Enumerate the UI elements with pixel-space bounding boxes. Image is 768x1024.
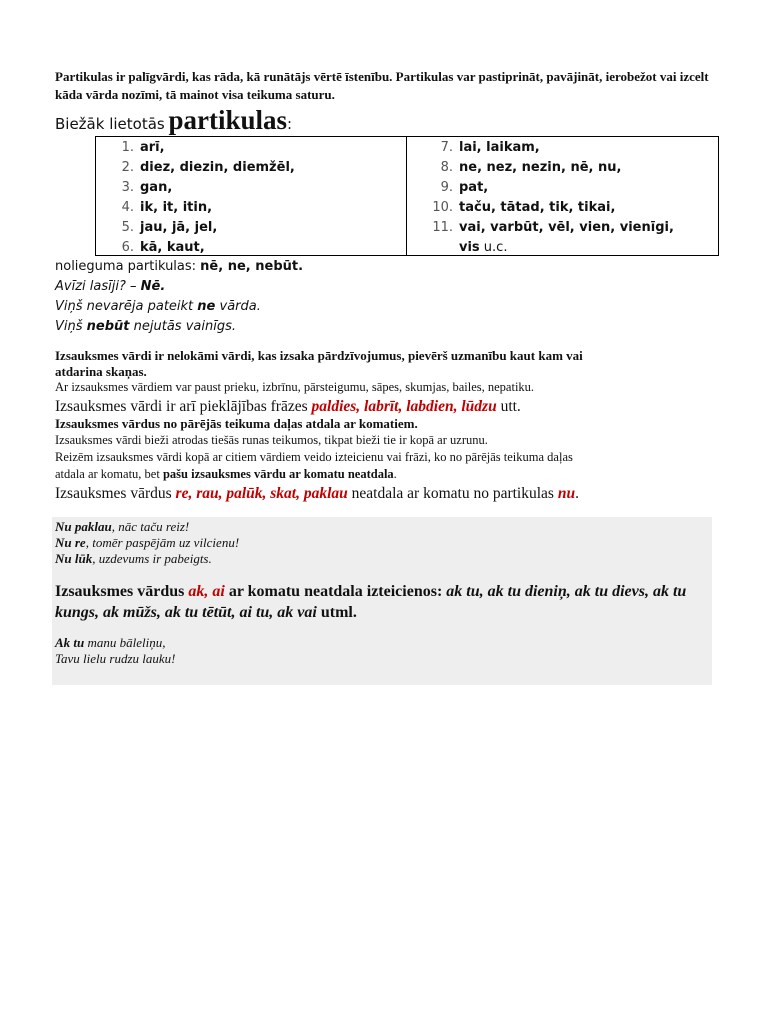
- particles-column-right: [407, 137, 718, 255]
- particle-words-text: pat,: [459, 180, 489, 195]
- text-run: ar komatu neatdala izteicienos:: [224, 583, 447, 600]
- section-title: [55, 105, 292, 136]
- example-text: , nāc taču reiz!: [111, 519, 190, 534]
- particle-number: 4.: [121, 200, 134, 215]
- particle-words: [459, 178, 488, 198]
- particle-number: 10.: [432, 200, 453, 215]
- particle-row: [96, 138, 406, 158]
- negation-example-2: [55, 299, 261, 314]
- particle-number: 9.: [440, 180, 453, 195]
- particles-column-left: [96, 137, 407, 255]
- particle-words-text: diez, diezin, diemžēl,: [140, 160, 295, 175]
- red-examples: paldies, labrīt, labdien, lūdzu: [311, 398, 497, 415]
- particle-words-text: taču, tātad, tik, tikai,: [459, 200, 616, 215]
- particle-number: 6.: [121, 240, 134, 255]
- example-text: Viņš: [55, 319, 87, 334]
- particle-words: [140, 138, 165, 158]
- ak-ai-rule: [55, 581, 705, 623]
- negation-example-1: [55, 279, 165, 294]
- particle-row: [407, 198, 718, 218]
- particle-row: [96, 198, 406, 218]
- particle-words: [459, 158, 621, 178]
- example-text: , uzdevums ir pabeigts.: [92, 551, 212, 566]
- particle-number: 1.: [121, 140, 134, 155]
- text-run: Izsauksmes vārdi ir arī pieklājības frāzes: [55, 398, 312, 415]
- negation-example-3: [55, 319, 236, 334]
- particle-row: [96, 238, 406, 258]
- verse-line-2: Tavu lielu rudzu lauku!: [55, 651, 176, 666]
- text-run: neatdala ar komatu no partikulas: [347, 485, 558, 502]
- particle-number: 2.: [121, 160, 134, 175]
- red-particle: nu: [557, 485, 576, 502]
- particle-words-text: gan,: [140, 180, 173, 195]
- red-examples: re, rau, palūk, skat, paklau: [175, 485, 348, 502]
- particle-words: [459, 198, 615, 218]
- particle-suffix: u.c.: [479, 240, 508, 255]
- text-run: .: [393, 467, 397, 481]
- particle-number: 7.: [440, 140, 453, 155]
- particle-words: [140, 158, 295, 178]
- particle-words: [459, 218, 674, 238]
- intro-paragraph: Partikulas ir palīgvārdi, kas rāda, kā runātājs vērtē īstenību. Partikulas var pastiprināt, pavājināt, ierobežot vai izcelt kāda vārda nozīmi, tā mainot visa teikuma saturu.: [55, 69, 709, 102]
- examples-box: [52, 517, 712, 685]
- particle-number: 5.: [121, 220, 134, 235]
- red-examples: ak, ai: [188, 583, 225, 600]
- particle-row: [407, 238, 718, 258]
- phrase-rule-line-1: Reizēm izsauksmes vārdi kopā ar citiem vārdiem veido izteicienu vai frāzi, ko no pārējās teikuma daļas: [55, 450, 573, 464]
- negation-label: nolieguma partikulas:: [55, 259, 201, 274]
- particle-words-text: vai, varbūt, vēl, vien, vienīgi,: [459, 220, 674, 235]
- particle-words: [459, 138, 540, 158]
- example-highlight: Nu paklau: [55, 519, 112, 534]
- example-highlight: Ak tu: [55, 635, 85, 650]
- italic-examples: ak tu, ak tu dieniņ, ak tu dievs, ak tu kungs, ak mūžs, ak tu tētūt, ai tu, ak vai: [55, 583, 687, 621]
- particle-words: [459, 238, 507, 258]
- particle-row: [407, 158, 718, 178]
- particle-words: [140, 238, 205, 258]
- bold-rule: pašu izsauksmes vārdu ar komatu neatdala: [162, 467, 394, 481]
- particle-row: [407, 178, 718, 198]
- particle-row: [96, 178, 406, 198]
- particle-words: [140, 198, 212, 218]
- particle-words: [140, 218, 217, 238]
- particle-words-text: vis: [459, 240, 480, 255]
- politeness-phrases-line: [55, 398, 521, 416]
- grey-example-3: [55, 551, 212, 567]
- text-run: atdala ar komatu, bet: [55, 467, 163, 481]
- direct-speech-line: Izsauksmes vārdi bieži atrodas tiešās runas teikumos, tikpat bieži tie ir kopā ar uzrunu.: [55, 433, 488, 447]
- particle-number: 11.: [432, 220, 453, 235]
- particles-table: [95, 136, 719, 256]
- particle-words-text: ik, it, itin,: [140, 200, 213, 215]
- example-text: vārda.: [215, 299, 261, 314]
- example-text: manu bāleliņu,: [84, 635, 166, 650]
- particle-number: 8.: [440, 160, 453, 175]
- particle-words: [140, 178, 172, 198]
- particle-words-text: jau, jā, jel,: [140, 220, 218, 235]
- interjection-def-line-1: Izsauksmes vārdi ir nelokāmi vārdi, kas izsaka pārdzīvojumus, pievērš uzmanību kaut kam vai: [55, 348, 583, 363]
- particle-row: [407, 218, 718, 238]
- interjection-def-line-2: atdarina skaņas.: [55, 364, 147, 379]
- particle-row: [407, 138, 718, 158]
- example-highlight: nebūt: [86, 319, 130, 334]
- title-word: partikulas: [168, 105, 288, 135]
- particle-row: [96, 218, 406, 238]
- interjection-emotions: Ar izsauksmes vārdiem var paust prieku, izbrīnu, pārsteigumu, sāpes, skumjas, bailes, nepatiku.: [55, 380, 535, 394]
- text-run: Izsauksmes vārdus: [55, 485, 176, 502]
- phrase-rule-line-2: [55, 467, 397, 482]
- nu-rule-line: [55, 485, 579, 503]
- negation-label-line: [55, 259, 303, 274]
- particle-words-text: ne, nez, nezin, nē, nu,: [459, 160, 622, 175]
- example-text: , tomēr paspējām uz vilcienu!: [85, 535, 240, 550]
- text-run: .: [575, 485, 579, 502]
- example-highlight: Nē.: [140, 279, 166, 294]
- title-prefix: Biežāk lietotās: [55, 115, 165, 133]
- verse-line-1: [55, 635, 166, 651]
- example-highlight: Nu lūk: [55, 551, 93, 566]
- negation-words: nē, ne, nebūt.: [200, 259, 304, 274]
- particle-number: [407, 238, 459, 258]
- particle-row: [96, 158, 406, 178]
- particle-number: 3.: [121, 180, 134, 195]
- comma-rule-line: Izsauksmes vārdus no pārējās teikuma daļas atdala ar komatiem.: [55, 416, 418, 431]
- example-text: Viņš nevarēja pateikt: [55, 299, 198, 314]
- grey-example-2: [55, 535, 239, 551]
- particle-words-text: arī,: [140, 140, 165, 155]
- particle-words-text: kā, kaut,: [140, 240, 205, 255]
- text-run: utt.: [496, 398, 521, 415]
- particle-words-text: lai, laikam,: [459, 140, 540, 155]
- example-highlight: ne: [197, 299, 216, 314]
- example-text: nejutās vainīgs.: [129, 319, 236, 334]
- example-highlight: Nu re: [55, 535, 86, 550]
- title-suffix: :: [287, 115, 293, 133]
- text-run: utml.: [316, 604, 357, 621]
- text-run: Izsauksmes vārdus: [55, 583, 189, 600]
- example-text: Avīzi lasīji? –: [55, 279, 141, 294]
- grey-example-1: [55, 519, 189, 535]
